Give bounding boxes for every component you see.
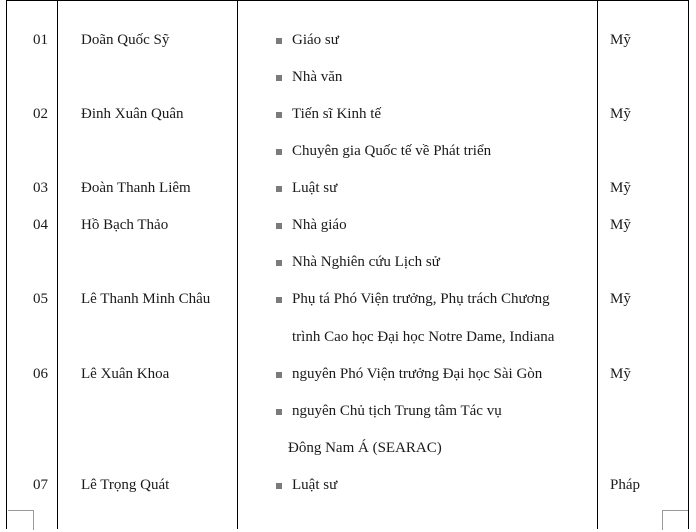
square-bullet-icon bbox=[276, 260, 282, 266]
crop-mark-right-horizontal bbox=[662, 510, 688, 511]
table-border-right bbox=[688, 0, 689, 529]
crop-mark-left-vertical bbox=[33, 510, 34, 530]
row-number: 05 bbox=[33, 291, 48, 307]
square-bullet-icon bbox=[276, 483, 282, 489]
person-name: Lê Thanh Minh Châu bbox=[81, 291, 211, 307]
square-bullet-icon bbox=[276, 297, 282, 303]
square-bullet-icon bbox=[276, 186, 282, 192]
table-border-top bbox=[6, 0, 689, 1]
row-number: 02 bbox=[33, 106, 48, 122]
person-name: Doãn Quốc Sỹ bbox=[81, 32, 170, 48]
column-divider-number bbox=[57, 0, 58, 529]
crop-mark-right-vertical bbox=[662, 510, 663, 530]
country: Mỹ bbox=[610, 32, 631, 48]
role-item: Giáo sư bbox=[292, 32, 339, 48]
role-item: Nhà Nghiên cứu Lịch sử bbox=[292, 254, 440, 270]
country: Mỹ bbox=[610, 180, 631, 196]
person-name: Lê Xuân Khoa bbox=[81, 366, 170, 382]
square-bullet-icon bbox=[276, 149, 282, 155]
role-item: Nhà văn bbox=[292, 69, 343, 85]
person-name: Đinh Xuân Quân bbox=[81, 106, 184, 122]
country: Mỹ bbox=[610, 366, 631, 382]
country: Mỹ bbox=[610, 291, 631, 307]
column-divider-roles bbox=[597, 0, 598, 529]
square-bullet-icon bbox=[276, 112, 282, 118]
role-item: Phụ tá Phó Viện trưởng, Phụ trách Chương bbox=[292, 291, 550, 307]
role-item: Nhà giáo bbox=[292, 217, 347, 233]
row-number: 01 bbox=[33, 32, 48, 48]
row-number: 06 bbox=[33, 366, 48, 382]
square-bullet-icon bbox=[276, 372, 282, 378]
square-bullet-icon bbox=[276, 409, 282, 415]
row-number: 07 bbox=[33, 477, 48, 493]
table-border-left bbox=[6, 0, 7, 529]
country: Mỹ bbox=[610, 217, 631, 233]
role-item: Chuyên gia Quốc tế về Phát triển bbox=[292, 143, 492, 159]
square-bullet-icon bbox=[276, 38, 282, 44]
role-item: Tiến sĩ Kinh tế bbox=[292, 106, 382, 122]
role-item-continuation: trình Cao học Đại học Notre Dame, Indiana bbox=[292, 329, 555, 345]
role-item: nguyên Phó Viện trưởng Đại học Sài Gòn bbox=[292, 366, 543, 382]
crop-mark-left-horizontal bbox=[8, 510, 34, 511]
person-name: Lê Trọng Quát bbox=[81, 477, 170, 493]
role-item: Luật sư bbox=[292, 180, 338, 196]
person-name: Hồ Bạch Thảo bbox=[81, 217, 169, 233]
square-bullet-icon bbox=[276, 75, 282, 81]
country: Mỹ bbox=[610, 106, 631, 122]
row-number: 03 bbox=[33, 180, 48, 196]
row-number: 04 bbox=[33, 217, 48, 233]
square-bullet-icon bbox=[276, 223, 282, 229]
role-item: nguyên Chủ tịch Trung tâm Tác vụ bbox=[292, 403, 502, 419]
person-name: Đoàn Thanh Liêm bbox=[81, 180, 191, 196]
country: Pháp bbox=[610, 477, 640, 493]
role-item: Luật sư bbox=[292, 477, 338, 493]
column-divider-name bbox=[237, 0, 238, 529]
role-item-continuation: Đông Nam Á (SEARAC) bbox=[288, 440, 442, 456]
